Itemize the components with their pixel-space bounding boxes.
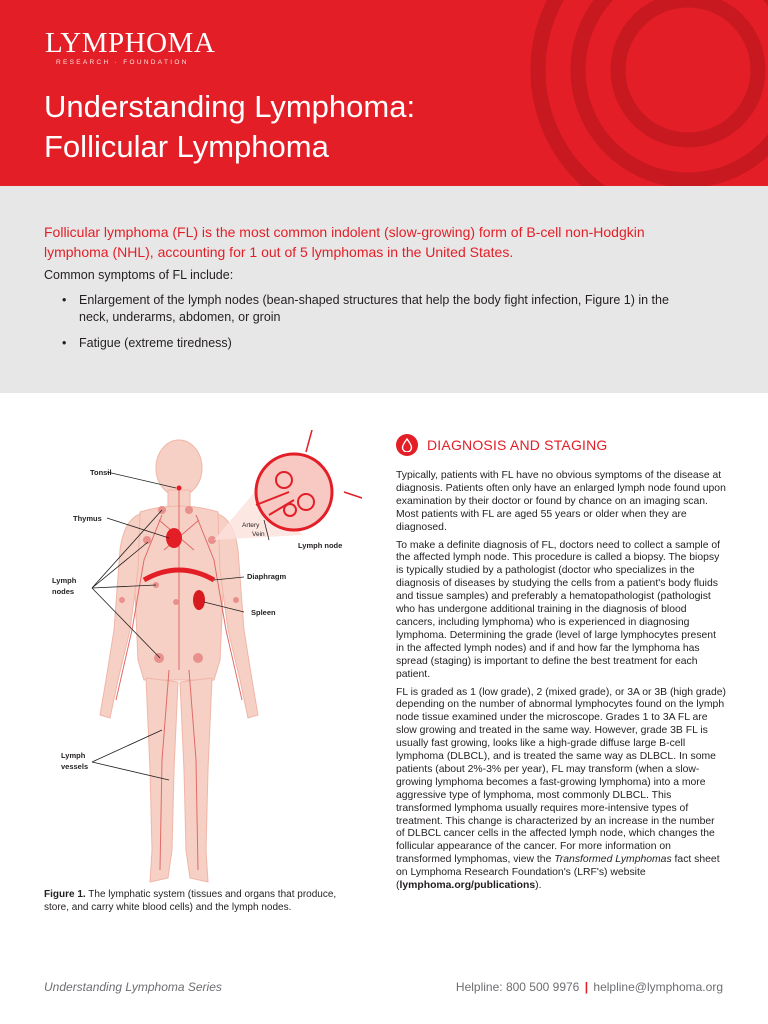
page-title-line2: Follicular Lymphoma [44,129,329,164]
label-thymus: Thymus [73,514,102,523]
label-lymph-nodes-1: Lymph [52,576,77,585]
lymphatic-system-figure [44,430,364,900]
blood-drop-icon [396,434,418,456]
footer-contact [456,980,723,994]
section-heading [396,434,608,456]
header-banner [0,0,768,186]
label-lymph-vessels-2: vessels [61,762,89,771]
diagnosis-paragraph-1: Typically, patients with FL have no obvious symptoms of the disease at diagnosis. Patients often only have an enlarged lymph node found upon examination by their doctor or found by chance on an imaging scan. Most patients with FL are aged 55 years or older when they are diagnosed. [396,470,726,533]
diagnosis-paragraph-2: To make a definite diagnosis of FL, doctors need to collect a sample of the affected lymph node. This procedure is called a biopsy. The biopsy is typically studied by a pathologist (doctor who specializes in the diagnosis of diseases by studying the cells from a patient's body fluids and tissue samples) and preferably a hematopathologist (pathologist who has undergone additional training in the diagnosis of blood cancers, including lymphoma) who is experienced in diagnosing lymphoma. Determining the grade (level of large lymphocytes present in the affected lymph nodes) and if and how far the lymphoma has spread (staging) is important to define the best treatment for each patient. [396,539,721,680]
label-lymph-nodes-2: nodes [52,587,75,596]
lymph-node-detail [214,430,362,540]
footer-series: Understanding Lymphoma Series [44,980,222,994]
label-diaphragm: Diaphragm [247,572,287,581]
spleen-organ [193,590,205,610]
symptoms-heading: Common symptoms of FL include: [44,268,234,282]
transformed-lymphomas-title: Transformed Lymphomas [554,854,672,866]
symptom-item: • Fatigue (extreme tiredness) [62,335,682,352]
figure-caption [44,888,344,914]
decorative-rings-graphic [428,0,768,186]
logo-wordmark: LYMPHOMA [45,27,216,59]
footer-separator: | [584,980,589,994]
p3-main-text: FL is graded as 1 (low grade), 2 (mixed grade), or 3A or 3B (high grade) depending on the number of abnormal lymphocytes found on the lymph node tissue examined under the microscope. Grades 1 to 3A FL are slow growing and treated in the same way. However, grade 3B FL is usually fast growing, looks like a high-grade diffuse large B-cell lymphoma (DLBCL), and is treated the same way as DLBCL. In some patients (about 2%-3% per year), FL may transform (when a slow-growing lymphoma becomes a fast-growing lymphoma) into a more aggressive type of lymphoma, most commonly DLBCL. This transformed lymphoma usually requires more-intensive types of treatment. This change is characterized by an increase in the number of DLBCL cancer cells in the affected lymph node, which changes the follicular appearance of the cancer. For more information on transformed lymphomas, view the [396,686,726,866]
p3-end-text: ). [535,880,542,892]
tonsil-dot [177,486,182,491]
figure-caption-text: The lymphatic system (tissues and organs that produce, store, and carry white blood cells) and the lymph nodes. [44,889,337,913]
page-title [44,87,415,167]
p3-mid-text: fact sheet on Lymphoma Research Foundation's (LRF's) website ( [396,854,720,892]
intro-section [0,186,768,393]
diagnosis-paragraph-3 [396,687,726,894]
label-lymph-vessels-1: Lymph [61,751,86,760]
helpline-email[interactable]: helpline@lymphoma.org [593,980,723,994]
logo-tagline: RESEARCH · FOUNDATION [56,59,189,66]
symptoms-list [62,292,682,361]
label-lymph-node: Lymph node [298,541,343,550]
publications-link[interactable]: lymphoma.org/publications [399,880,536,892]
symptom-item: • Enlargement of the lymph nodes (bean-shaped structures that help the body fight infection, Figure 1) in the neck, underarms, abdomen, or groin [62,292,682,326]
label-spleen: Spleen [251,608,276,617]
figure-caption-label: Figure 1. [44,889,86,900]
label-artery: Artery [242,522,260,529]
diagnosis-text-column [396,470,726,898]
lymphoma-logo[interactable] [45,28,215,66]
helpline-number[interactable]: Helpline: 800 500 9976 [455,980,580,994]
lead-paragraph: Follicular lymphoma (FL) is the most common indolent (slow-growing) form of B-cell non-Hodgkin lymphoma (NHL), accounting for 1 out of 5 lymphomas in the United States. [44,224,645,260]
page-title-line1: Understanding Lymphoma: [44,89,416,124]
section-title: DIAGNOSIS AND STAGING [427,437,608,453]
label-vein: Vein [252,531,265,538]
label-tonsil: Tonsil [90,468,112,477]
